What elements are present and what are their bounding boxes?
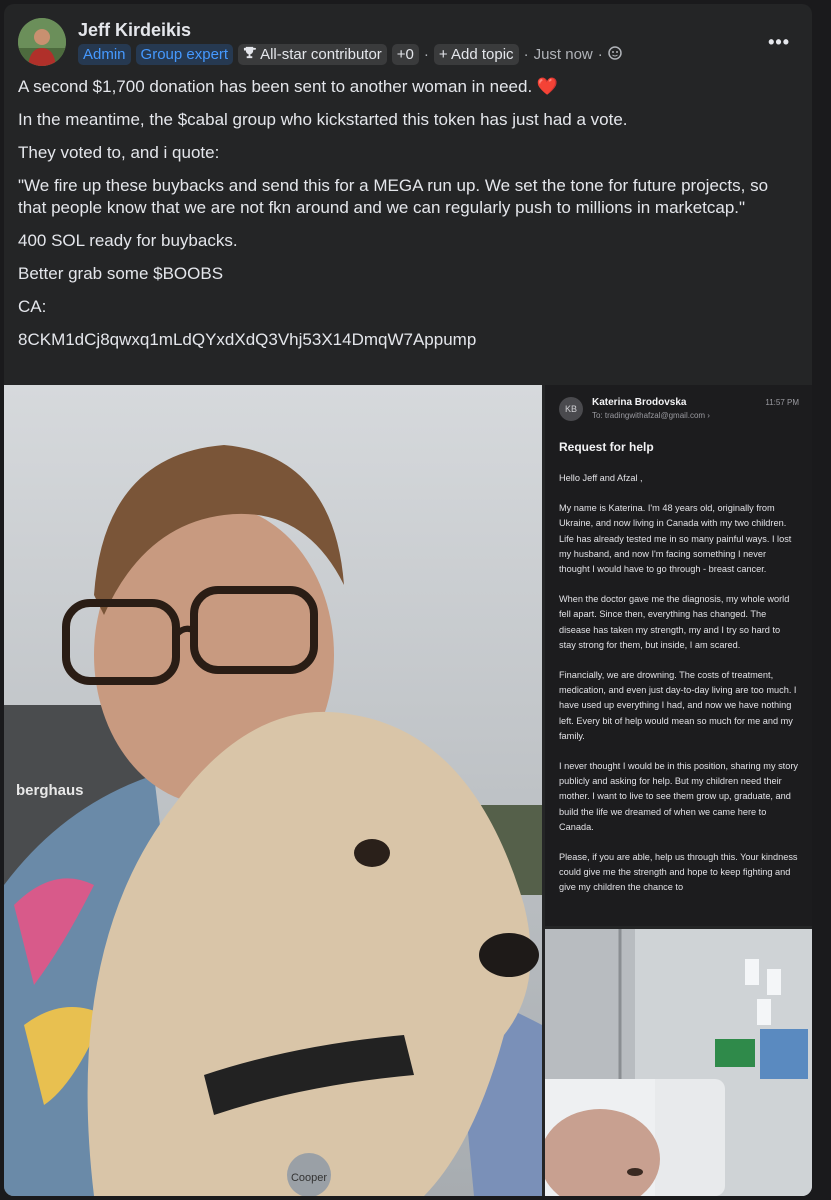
post-card	[4, 4, 812, 1196]
post-paragraph: CA:	[18, 297, 47, 316]
all-star-label: All-star contributor	[260, 46, 382, 63]
post-paragraph: They voted to, and i quote:	[18, 143, 220, 162]
email-paragraph: Financially, we are drowning. The costs of treatment, medication, and even just day-to-day living are too much. I have used up everything I had, and now we have nothing left. Every bit of help would mean so much for me and my family.	[559, 670, 797, 741]
sender-avatar: KB	[559, 397, 583, 421]
email-recipient: To: tradingwithafzal@gmail.com ›	[592, 411, 710, 420]
email-paragraph: Please, if you are able, help us through this. Your kindness could give me the strength and hope to keep fighting and give my children the chance to	[559, 852, 798, 893]
email-paragraph: Hello Jeff and Afzal ,	[559, 473, 643, 483]
emoji-icon[interactable]	[608, 46, 622, 64]
group-expert-badge: Group expert	[136, 44, 234, 65]
jacket-brand-text: berghaus	[16, 782, 84, 799]
admin-badge: Admin	[78, 44, 131, 65]
selfie-photo[interactable]	[4, 385, 542, 1196]
email-header	[559, 397, 799, 427]
post-paragraph: "We fire up these buybacks and send this for a MEGA run up. We set the tone for future projects, so that people know that we are not fkn around and we can regularly push to millions in marketcap."	[18, 176, 769, 217]
plus-badge[interactable]: +0	[392, 44, 419, 65]
post-paragraph: A second $1,700 donation has been sent to another woman in need. ❤️	[18, 77, 559, 96]
email-paragraph: I never thought I would be in this position, sharing my story publicly and asking for help. But my children need their mother. I want to live to see them grow up, graduate, and build the life we dreamed of when we came here to Canada.	[559, 761, 799, 832]
post-paragraph: Better grab some $BOOBS	[18, 264, 224, 283]
email-time: 11:57 PM	[765, 398, 799, 407]
post-header	[18, 18, 798, 70]
email-screenshot[interactable]	[545, 385, 812, 926]
email-sender: Katerina Brodovska	[592, 397, 687, 408]
post-meta: Admin Group expert All-star contributor +0 · + Add topic · Just now ·	[78, 44, 622, 65]
email-subject: Request for help	[559, 440, 654, 454]
post-paragraph: 400 SOL ready for buybacks.	[18, 231, 238, 250]
email-paragraph: My name is Katerina. I'm 48 years old, originally from Ukraine, and now living in Canada with my two children. Life has already tested me in so many painful ways. I lost my husband, and now I'm facing something I never thought I would have to go through - breast cancer.	[559, 503, 792, 575]
post-paragraph: In the meantime, the $cabal group who kickstarted this token has just had a vote.	[18, 110, 628, 129]
post-body	[18, 76, 798, 362]
hospital-photo[interactable]	[545, 929, 812, 1196]
contract-address[interactable]: 8CKM1dCj8qwxq1mLdQYxdXdQ3Vhj53X14DmqW7Appump	[18, 330, 477, 349]
author-name[interactable]: Jeff Kirdeikis	[78, 20, 192, 40]
add-topic-button[interactable]: + Add topic	[434, 44, 519, 65]
dog-tag-text: Cooper	[290, 1172, 328, 1184]
email-paragraph: When the doctor gave me the diagnosis, my whole world fell apart. Since then, everything has changed. The disease has taken my strength, my and I try so hard to stay strong for them, but inside, I am scared.	[559, 594, 790, 650]
all-star-badge	[238, 44, 387, 65]
email-body	[559, 471, 799, 911]
timestamp[interactable]: Just now	[533, 46, 593, 63]
trophy-icon	[243, 46, 256, 63]
more-options-icon[interactable]: •••	[768, 32, 790, 52]
avatar[interactable]	[18, 18, 66, 66]
